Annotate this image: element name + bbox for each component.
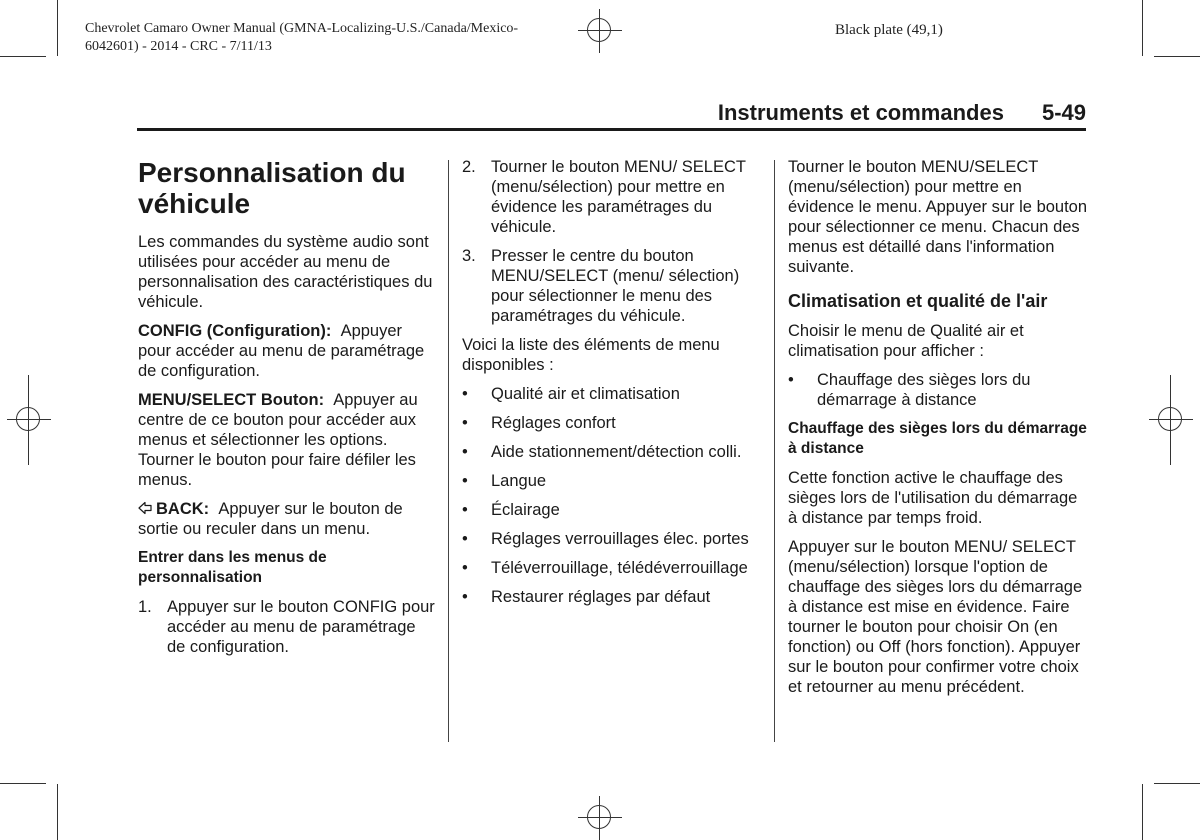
bullet: • bbox=[788, 371, 794, 389]
menu-select-text: Appuyer au centre de ce bouton pour accéder aux menus et sélectionner les options. Tourner le bouton pour faire défiler les menus. bbox=[138, 391, 418, 489]
bullet: • bbox=[462, 588, 468, 606]
registration-mark-icon bbox=[578, 9, 622, 53]
slug-line-1: Chevrolet Camaro Owner Manual (GMNA-Localizing-U.S./Canada/Mexico- bbox=[85, 21, 519, 36]
list-item-text: Réglages confort bbox=[491, 414, 616, 432]
heated-seats-paragraph: Cette fonction active le chauffage des sièges lors de l'utilisation du démarrage à distance par temps froid. bbox=[788, 469, 1078, 527]
list-item bbox=[462, 471, 762, 491]
list-item bbox=[462, 529, 762, 549]
list-item bbox=[462, 413, 762, 433]
step-2 bbox=[462, 157, 762, 237]
column-divider bbox=[774, 160, 775, 742]
menu-intro-paragraph: Tourner le bouton MENU/SELECT (menu/sélection) pour mettre en évidence le menu. Appuyer sur le bouton pour sélectionner ce menu. Chacun des menus est détaillé dans l'information suivante. bbox=[788, 158, 1088, 276]
back-arrow-icon bbox=[138, 501, 152, 515]
column-2 bbox=[462, 157, 762, 616]
list-item bbox=[788, 370, 1088, 410]
list-item-text: Chauffage des sièges lors du démarrage à distance bbox=[817, 371, 1031, 409]
bullet: • bbox=[462, 443, 468, 461]
list-item-text: Téléverrouillage, télédéverrouillage bbox=[491, 559, 748, 577]
menu-select-label: MENU/SELECT Bouton: bbox=[138, 391, 325, 409]
bullet: • bbox=[462, 414, 468, 432]
list-item bbox=[462, 384, 762, 404]
section-title: Instruments et commandes bbox=[717, 100, 1004, 125]
list-intro: Voici la liste des éléments de menu disponibles : bbox=[462, 336, 720, 374]
page-number: 5-49 bbox=[1041, 100, 1086, 125]
bullet: • bbox=[462, 501, 468, 519]
header-rule bbox=[137, 128, 1086, 131]
step-number: 2. bbox=[462, 158, 476, 176]
bullet: • bbox=[462, 385, 468, 403]
list-item-text: Qualité air et climatisation bbox=[491, 385, 680, 403]
crop-mark bbox=[57, 784, 58, 840]
crop-mark bbox=[0, 56, 46, 57]
bullet: • bbox=[462, 530, 468, 548]
registration-mark-icon bbox=[1149, 398, 1193, 442]
step-number: 3. bbox=[462, 247, 476, 265]
list-item bbox=[462, 442, 762, 462]
config-paragraph bbox=[138, 321, 436, 381]
step-3 bbox=[462, 246, 762, 326]
list-item bbox=[462, 587, 762, 607]
enter-menus-heading: Entrer dans les menus de personnalisation bbox=[138, 549, 327, 586]
config-label: CONFIG (Configuration): bbox=[138, 322, 332, 340]
config-text: Appuyer pour accéder au menu de paramétrage de configuration. bbox=[138, 322, 425, 380]
list-item-text: Réglages verrouillages élec. portes bbox=[491, 530, 749, 548]
list-item bbox=[462, 500, 762, 520]
list-item-text: Éclairage bbox=[491, 501, 560, 519]
climate-section-heading: Climatisation et qualité de l'air bbox=[788, 291, 1048, 311]
crop-mark bbox=[0, 783, 46, 784]
bullet: • bbox=[462, 472, 468, 490]
registration-mark-icon bbox=[7, 398, 51, 442]
column-1 bbox=[138, 157, 436, 666]
slug-line-2: 6042601) - 2014 - CRC - 7/11/13 bbox=[85, 39, 272, 54]
heated-seats-heading: Chauffage des sièges lors du démarrage à distance bbox=[788, 420, 1087, 457]
step-text: Appuyer sur le bouton CONFIG pour accéder au menu de paramétrage de configuration. bbox=[167, 598, 435, 656]
print-slug bbox=[85, 20, 518, 56]
crop-mark bbox=[1154, 56, 1200, 57]
crop-mark bbox=[57, 0, 58, 56]
page-title: Personnalisation du véhicule bbox=[138, 157, 406, 219]
instructions-paragraph: Appuyer sur le bouton MENU/ SELECT (menu/sélection) lorsque l'option de chauffage des sièges lors du démarrage à distance est mise en évidence. Faire tourner le bouton pour choisir On (en fonction) ou Off (hors fonction). Appuyer sur le bouton pour confirmer votre choix et retourner au menu précédent. bbox=[788, 538, 1083, 696]
list-item-text: Aide stationnement/détection colli. bbox=[491, 443, 742, 461]
step-text: Presser le centre du bouton MENU/SELECT (menu/ sélection) pour sélectionner le menu des paramétrages du véhicule. bbox=[491, 247, 740, 325]
intro-paragraph: Les commandes du système audio sont utilisées pour accéder au menu de personnalisation des caractéristiques du véhicule. bbox=[138, 233, 433, 311]
step-text: Tourner le bouton MENU/ SELECT (menu/sélection) pour mettre en évidence les paramétrages du véhicule. bbox=[491, 158, 746, 236]
column-divider bbox=[448, 160, 449, 742]
back-label: BACK: bbox=[156, 500, 210, 518]
running-head bbox=[718, 100, 1086, 126]
list-item-text: Langue bbox=[491, 472, 547, 490]
crop-mark bbox=[1142, 0, 1143, 56]
registration-mark-icon bbox=[578, 796, 622, 840]
step-number: 1. bbox=[138, 598, 152, 616]
crop-mark bbox=[1142, 784, 1143, 840]
choose-paragraph: Choisir le menu de Qualité air et climatisation pour afficher : bbox=[788, 322, 1024, 360]
column-3 bbox=[788, 157, 1088, 706]
plate-label: Black plate (49,1) bbox=[835, 22, 943, 38]
list-item bbox=[462, 558, 762, 578]
list-item-text: Restaurer réglages par défaut bbox=[491, 588, 711, 606]
back-paragraph bbox=[138, 499, 436, 539]
step-1 bbox=[138, 597, 436, 657]
crop-mark bbox=[1154, 783, 1200, 784]
bullet: • bbox=[462, 559, 468, 577]
menu-select-paragraph bbox=[138, 390, 436, 490]
back-text: Appuyer sur le bouton de sortie ou reculer dans un menu. bbox=[138, 500, 403, 538]
